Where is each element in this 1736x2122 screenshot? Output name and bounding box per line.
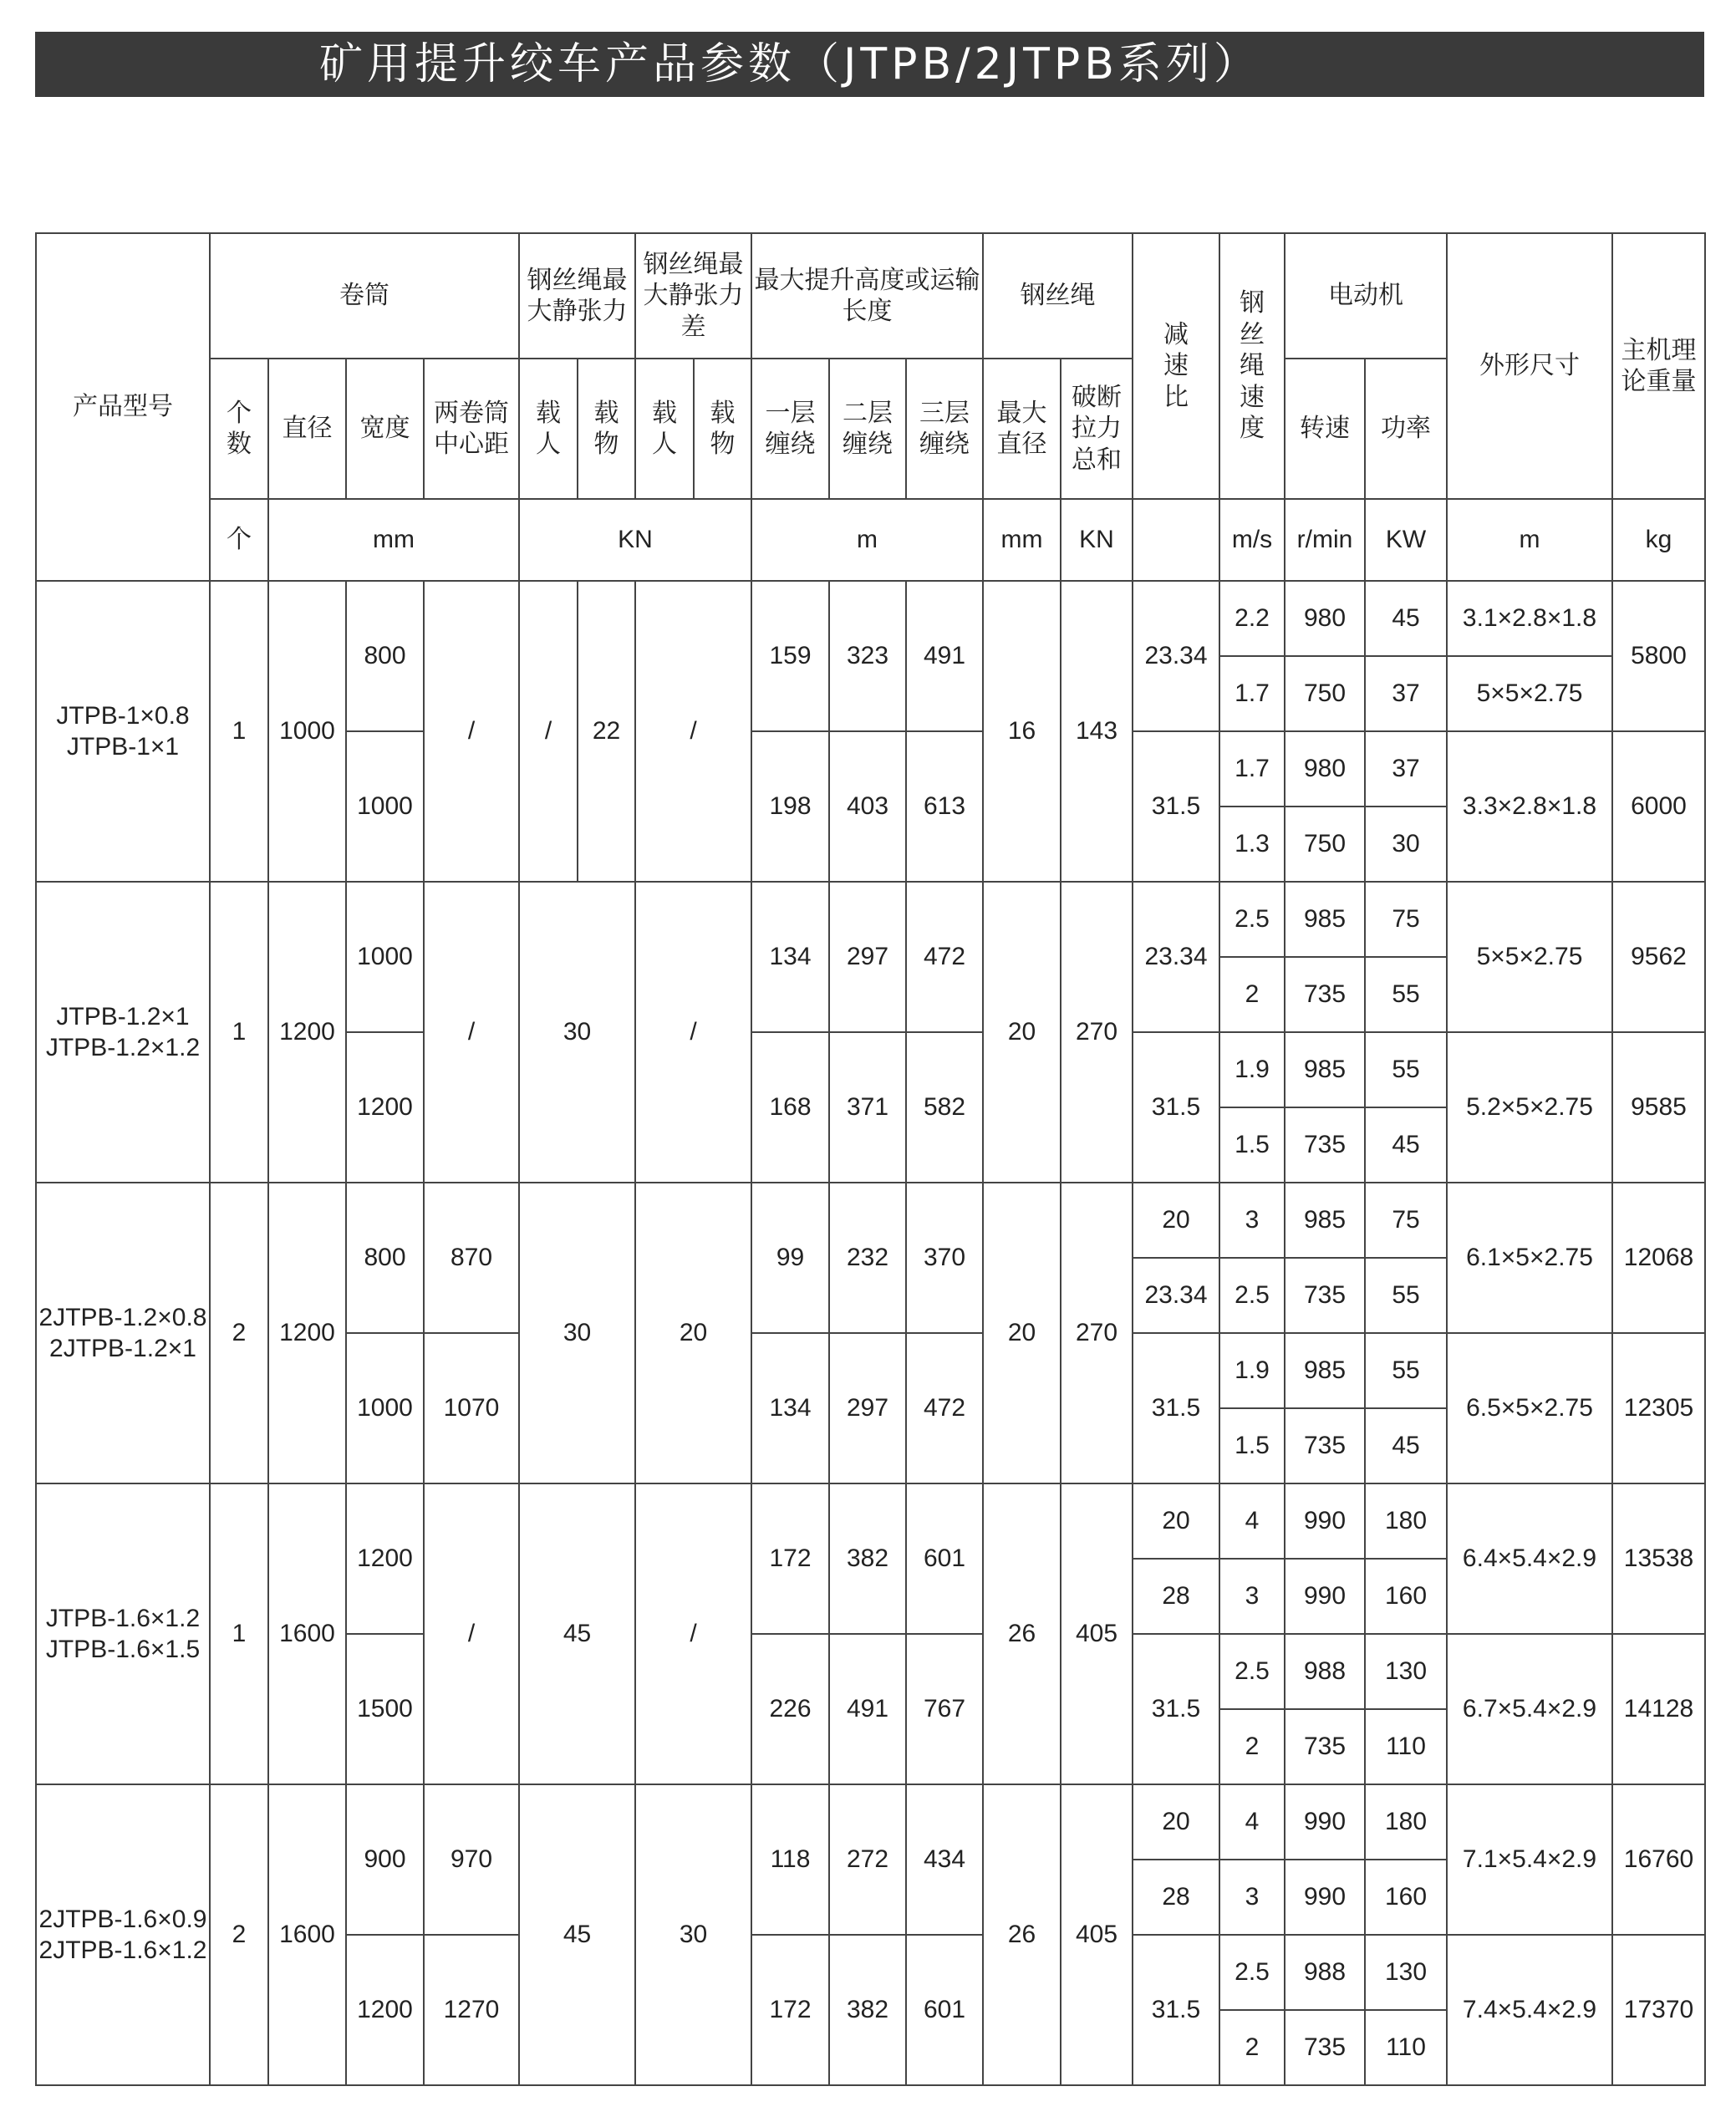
power-cell: 45 <box>1365 1408 1447 1483</box>
layer3-cell: 613 <box>906 731 983 882</box>
center-distance-cell: / <box>424 1483 519 1784</box>
layer1-cell: 134 <box>751 1333 829 1483</box>
dimensions-cell: 7.4×5.4×2.9 <box>1447 1935 1612 2085</box>
rope-diameter-cell: 20 <box>983 882 1061 1183</box>
ratio-cell: 23.34 <box>1133 1258 1219 1333</box>
speed-cell: 2.5 <box>1219 882 1285 957</box>
power-cell: 110 <box>1365 2010 1447 2085</box>
layer1-cell: 226 <box>751 1634 829 1784</box>
rpm-cell: 990 <box>1285 1559 1365 1634</box>
header-rope-speed: 钢 丝 绳 速 度 <box>1219 233 1285 499</box>
dimensions-cell: 6.1×5×2.75 <box>1447 1183 1612 1333</box>
weight-cell: 6000 <box>1612 731 1705 882</box>
layer2-cell: 382 <box>829 1483 906 1634</box>
tension-diff-cell: 30 <box>635 1784 751 2085</box>
rpm-cell: 735 <box>1285 957 1365 1032</box>
layer2-cell: 323 <box>829 581 906 731</box>
header-dimensions: 外形尺寸 <box>1447 233 1612 499</box>
layer2-cell: 403 <box>829 731 906 882</box>
dimensions-cell: 6.4×5.4×2.9 <box>1447 1483 1612 1634</box>
power-cell: 55 <box>1365 1258 1447 1333</box>
layer2-cell: 297 <box>829 1333 906 1483</box>
layer1-cell: 118 <box>751 1784 829 1935</box>
power-cell: 75 <box>1365 882 1447 957</box>
power-cell: 37 <box>1365 656 1447 731</box>
power-cell: 160 <box>1365 1860 1447 1935</box>
weight-cell: 9562 <box>1612 882 1705 1032</box>
speed-cell: 1.3 <box>1219 807 1285 882</box>
dimensions-cell: 6.5×5×2.75 <box>1447 1333 1612 1483</box>
dimensions-cell: 5×5×2.75 <box>1447 656 1612 731</box>
unit-rope-mm: mm <box>983 499 1061 581</box>
power-cell: 37 <box>1365 731 1447 807</box>
drum-count-cell: 1 <box>210 1483 268 1784</box>
model-cell: 2JTPB-1.2×0.8 2JTPB-1.2×1 <box>36 1183 210 1483</box>
dimensions-cell: 3.3×2.8×1.8 <box>1447 731 1612 882</box>
power-cell: 160 <box>1365 1559 1447 1634</box>
rpm-cell: 750 <box>1285 807 1365 882</box>
header-drum-count: 个 数 <box>210 359 268 499</box>
layer3-cell: 370 <box>906 1183 983 1333</box>
layer2-cell: 272 <box>829 1784 906 1935</box>
weight-cell: 5800 <box>1612 581 1705 731</box>
power-cell: 110 <box>1365 1709 1447 1784</box>
weight-cell: 14128 <box>1612 1634 1705 1784</box>
layer2-cell: 382 <box>829 1935 906 2085</box>
layer3-cell: 491 <box>906 581 983 731</box>
layer1-cell: 172 <box>751 1935 829 2085</box>
title-banner <box>35 32 1704 97</box>
layer2-cell: 371 <box>829 1032 906 1183</box>
speed-cell: 1.5 <box>1219 1408 1285 1483</box>
model-cell: 2JTPB-1.6×0.9 2JTPB-1.6×1.2 <box>36 1784 210 2085</box>
drum-width-cell: 1200 <box>346 1032 424 1183</box>
table-row <box>36 1183 1705 1258</box>
speed-cell: 2 <box>1219 2010 1285 2085</box>
speed-cell: 1.9 <box>1219 1032 1285 1107</box>
center-distance-cell: 1270 <box>424 1935 519 2085</box>
page-title: 矿用提升绞车产品参数（JTPB/2JTPB系列） <box>319 39 1261 89</box>
drum-count-cell: 1 <box>210 581 268 882</box>
rpm-cell: 988 <box>1285 1634 1365 1709</box>
tension-person-cell: / <box>519 581 578 882</box>
table-row <box>36 581 1705 656</box>
unit-rpm: r/min <box>1285 499 1365 581</box>
center-distance-cell: / <box>424 581 519 882</box>
speed-cell: 3 <box>1219 1860 1285 1935</box>
weight-cell: 17370 <box>1612 1935 1705 2085</box>
header-rope: 钢丝绳 <box>983 233 1133 359</box>
header-rope-max-diameter: 最大 直径 <box>983 359 1061 499</box>
drum-width-cell: 1000 <box>346 731 424 882</box>
header-layer2: 二层 缠绕 <box>829 359 906 499</box>
power-cell: 180 <box>1365 1483 1447 1559</box>
rpm-cell: 990 <box>1285 1860 1365 1935</box>
header-rope-breaking-force: 破断 拉力 总和 <box>1061 359 1133 499</box>
tension-material-cell: 22 <box>578 581 635 882</box>
rpm-cell: 985 <box>1285 882 1365 957</box>
header-weight: 主机理 论重量 <box>1612 233 1705 499</box>
model-cell: JTPB-1×0.8 JTPB-1×1 <box>36 581 210 882</box>
power-cell: 130 <box>1365 1935 1447 2010</box>
header-layer1: 一层 缠绕 <box>751 359 829 499</box>
ratio-cell: 31.5 <box>1133 1935 1219 2085</box>
speed-cell: 1.7 <box>1219 731 1285 807</box>
header-max-lift: 最大提升高度或运输 长度 <box>751 233 983 359</box>
speed-cell: 4 <box>1219 1483 1285 1559</box>
power-cell: 55 <box>1365 957 1447 1032</box>
center-distance-cell: 1070 <box>424 1333 519 1483</box>
drum-diameter-cell: 1600 <box>268 1483 346 1784</box>
speed-cell: 3 <box>1219 1183 1285 1258</box>
speed-cell: 2 <box>1219 1709 1285 1784</box>
ratio-cell: 31.5 <box>1133 731 1219 882</box>
model-cell: JTPB-1.6×1.2 JTPB-1.6×1.5 <box>36 1483 210 1784</box>
tension-diff-cell: 20 <box>635 1183 751 1483</box>
tension-diff-cell: / <box>635 882 751 1183</box>
power-cell: 45 <box>1365 1107 1447 1183</box>
drum-diameter-cell: 1200 <box>268 1183 346 1483</box>
rope-force-cell: 270 <box>1061 882 1133 1183</box>
header-reduction-ratio: 减 速 比 <box>1133 233 1219 499</box>
power-cell: 30 <box>1365 807 1447 882</box>
rope-force-cell: 405 <box>1061 1784 1133 2085</box>
layer1-cell: 198 <box>751 731 829 882</box>
layer2-cell: 491 <box>829 1634 906 1784</box>
layer1-cell: 134 <box>751 882 829 1032</box>
tension-cell: 30 <box>519 882 635 1183</box>
rope-force-cell: 143 <box>1061 581 1133 882</box>
weight-cell: 9585 <box>1612 1032 1705 1183</box>
spec-table <box>35 232 1706 2086</box>
unit-mm: mm <box>268 499 519 581</box>
rpm-cell: 735 <box>1285 2010 1365 2085</box>
speed-cell: 4 <box>1219 1784 1285 1860</box>
dimensions-cell: 5×5×2.75 <box>1447 882 1612 1032</box>
speed-cell: 2.5 <box>1219 1258 1285 1333</box>
dimensions-cell: 7.1×5.4×2.9 <box>1447 1784 1612 1935</box>
rope-diameter-cell: 16 <box>983 581 1061 882</box>
rope-force-cell: 270 <box>1061 1183 1133 1483</box>
rpm-cell: 985 <box>1285 1032 1365 1107</box>
dimensions-cell: 6.7×5.4×2.9 <box>1447 1634 1612 1784</box>
speed-cell: 2.2 <box>1219 581 1285 656</box>
ratio-cell: 31.5 <box>1133 1333 1219 1483</box>
rope-diameter-cell: 26 <box>983 1784 1061 2085</box>
weight-cell: 16760 <box>1612 1784 1705 1935</box>
speed-cell: 2.5 <box>1219 1634 1285 1709</box>
ratio-cell: 20 <box>1133 1483 1219 1559</box>
drum-diameter-cell: 1000 <box>268 581 346 882</box>
rpm-cell: 990 <box>1285 1483 1365 1559</box>
drum-width-cell: 1200 <box>346 1483 424 1634</box>
model-cell: JTPB-1.2×1 JTPB-1.2×1.2 <box>36 882 210 1183</box>
rpm-cell: 988 <box>1285 1935 1365 2010</box>
unit-kg: kg <box>1612 499 1705 581</box>
drum-count-cell: 2 <box>210 1183 268 1483</box>
ratio-cell: 28 <box>1133 1559 1219 1634</box>
unit-dim: m <box>1447 499 1612 581</box>
header-max-static-tension: 钢丝绳最 大静张力 <box>519 233 635 359</box>
header-model: 产品型号 <box>36 233 210 581</box>
header-tension-person: 载 人 <box>519 359 578 499</box>
tension-cell: 45 <box>519 1483 635 1784</box>
rope-force-cell: 405 <box>1061 1483 1133 1784</box>
drum-width-cell: 1000 <box>346 882 424 1032</box>
drum-width-cell: 800 <box>346 581 424 731</box>
weight-cell: 12068 <box>1612 1183 1705 1333</box>
speed-cell: 1.9 <box>1219 1333 1285 1408</box>
unit-rope-kn: KN <box>1061 499 1133 581</box>
layer3-cell: 472 <box>906 1333 983 1483</box>
layer3-cell: 582 <box>906 1032 983 1183</box>
rpm-cell: 990 <box>1285 1784 1365 1860</box>
dimensions-cell: 3.1×2.8×1.8 <box>1447 581 1612 656</box>
rpm-cell: 985 <box>1285 1333 1365 1408</box>
layer2-cell: 297 <box>829 882 906 1032</box>
header-drum-diameter: 直径 <box>268 359 346 499</box>
drum-width-cell: 1500 <box>346 1634 424 1784</box>
tension-cell: 45 <box>519 1784 635 2085</box>
speed-cell: 2 <box>1219 957 1285 1032</box>
header-motor-speed: 转速 <box>1285 359 1365 499</box>
rpm-cell: 735 <box>1285 1408 1365 1483</box>
ratio-cell: 23.34 <box>1133 581 1219 731</box>
header-drum: 卷筒 <box>210 233 519 359</box>
center-distance-cell: 970 <box>424 1784 519 1935</box>
unit-kn: KN <box>519 499 751 581</box>
layer2-cell: 232 <box>829 1183 906 1333</box>
drum-diameter-cell: 1600 <box>268 1784 346 2085</box>
unit-m: m <box>751 499 983 581</box>
header-motor-power: 功率 <box>1365 359 1447 499</box>
table-row <box>36 1784 1705 1860</box>
rpm-cell: 980 <box>1285 731 1365 807</box>
tension-diff-cell: / <box>635 1483 751 1784</box>
ratio-cell: 23.34 <box>1133 882 1219 1032</box>
rope-diameter-cell: 26 <box>983 1483 1061 1784</box>
rpm-cell: 980 <box>1285 581 1365 656</box>
layer3-cell: 472 <box>906 882 983 1032</box>
drum-width-cell: 1200 <box>346 1935 424 2085</box>
weight-cell: 13538 <box>1612 1483 1705 1634</box>
drum-count-cell: 1 <box>210 882 268 1183</box>
weight-cell: 12305 <box>1612 1333 1705 1483</box>
ratio-cell: 31.5 <box>1133 1634 1219 1784</box>
unit-speed: m/s <box>1219 499 1285 581</box>
header-drum-center-distance: 两卷筒 中心距 <box>424 359 519 499</box>
speed-cell: 1.5 <box>1219 1107 1285 1183</box>
rpm-cell: 735 <box>1285 1709 1365 1784</box>
header-tension-material: 载 物 <box>578 359 635 499</box>
center-distance-cell: 870 <box>424 1183 519 1333</box>
tension-diff-cell: / <box>635 581 751 882</box>
dimensions-cell: 5.2×5×2.75 <box>1447 1032 1612 1183</box>
header-drum-width: 宽度 <box>346 359 424 499</box>
power-cell: 45 <box>1365 581 1447 656</box>
tension-cell: 30 <box>519 1183 635 1483</box>
speed-cell: 2.5 <box>1219 1935 1285 2010</box>
drum-width-cell: 1000 <box>346 1333 424 1483</box>
layer3-cell: 601 <box>906 1935 983 2085</box>
unit-kw: KW <box>1365 499 1447 581</box>
ratio-cell: 31.5 <box>1133 1032 1219 1183</box>
drum-width-cell: 900 <box>346 1784 424 1935</box>
power-cell: 75 <box>1365 1183 1447 1258</box>
rpm-cell: 985 <box>1285 1183 1365 1258</box>
speed-cell: 1.7 <box>1219 656 1285 731</box>
power-cell: 55 <box>1365 1333 1447 1408</box>
header-layer3: 三层 缠绕 <box>906 359 983 499</box>
header-diff-material: 载 物 <box>694 359 751 499</box>
speed-cell: 3 <box>1219 1559 1285 1634</box>
unit-ratio <box>1133 499 1219 581</box>
drum-count-cell: 2 <box>210 1784 268 2085</box>
header-motor: 电动机 <box>1285 233 1447 359</box>
layer1-cell: 159 <box>751 581 829 731</box>
unit-count: 个 <box>210 499 268 581</box>
layer3-cell: 434 <box>906 1784 983 1935</box>
layer1-cell: 99 <box>751 1183 829 1333</box>
drum-width-cell: 800 <box>346 1183 424 1333</box>
ratio-cell: 20 <box>1133 1183 1219 1258</box>
power-cell: 130 <box>1365 1634 1447 1709</box>
center-distance-cell: / <box>424 882 519 1183</box>
layer1-cell: 172 <box>751 1483 829 1634</box>
rpm-cell: 750 <box>1285 656 1365 731</box>
layer1-cell: 168 <box>751 1032 829 1183</box>
drum-diameter-cell: 1200 <box>268 882 346 1183</box>
header-max-static-tension-diff: 钢丝绳最 大静张力 差 <box>635 233 751 359</box>
rpm-cell: 735 <box>1285 1107 1365 1183</box>
rpm-cell: 735 <box>1285 1258 1365 1333</box>
power-cell: 55 <box>1365 1032 1447 1107</box>
header-diff-person: 载 人 <box>635 359 694 499</box>
layer3-cell: 601 <box>906 1483 983 1634</box>
ratio-cell: 20 <box>1133 1784 1219 1860</box>
layer3-cell: 767 <box>906 1634 983 1784</box>
table-row <box>36 1483 1705 1559</box>
table-row <box>36 882 1705 957</box>
ratio-cell: 28 <box>1133 1860 1219 1935</box>
rope-diameter-cell: 20 <box>983 1183 1061 1483</box>
power-cell: 180 <box>1365 1784 1447 1860</box>
